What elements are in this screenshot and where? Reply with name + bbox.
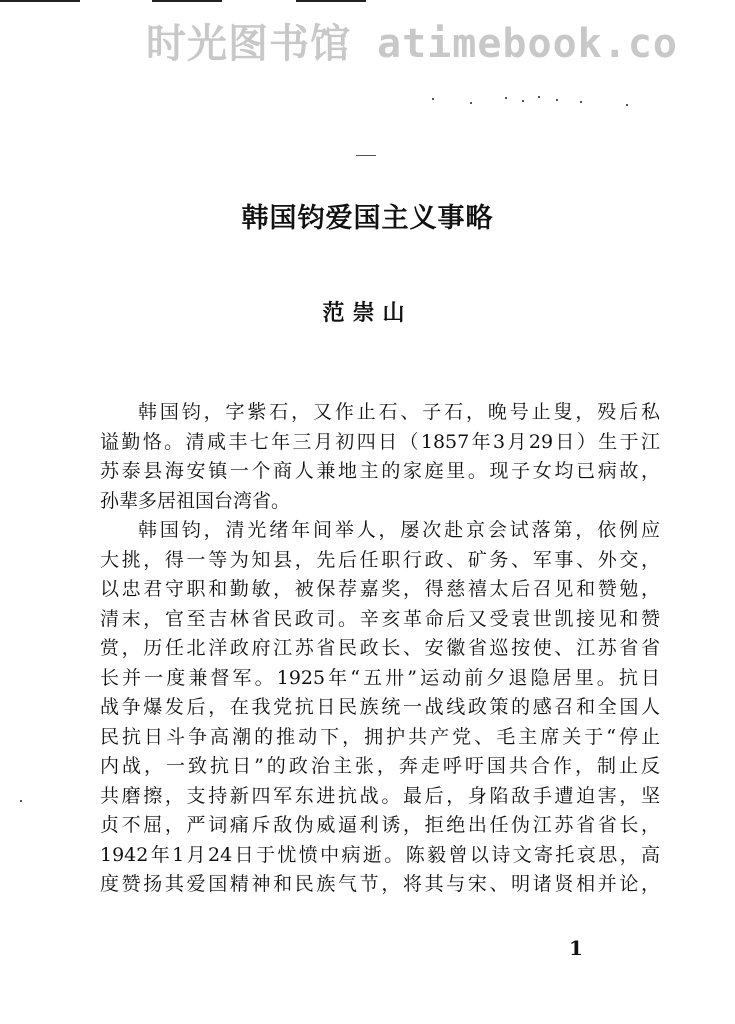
page-number: 1 xyxy=(569,936,583,960)
body-line: 孙辈多居祖国台湾省。 xyxy=(100,489,291,512)
watermark-latin: atimebook.co xyxy=(377,21,678,67)
body-line: 清末，官至吉林省民政司。辛亥革命后又受袁世凯接见和赞 xyxy=(100,607,660,630)
body-line: 以忠君守职和勤敏，被保荐嘉奖，得慈禧太后召见和赞勉， xyxy=(100,578,660,600)
body-line: 赏，历任北洋政府江苏省民政长、安徽省巡按使、江苏省省 xyxy=(100,637,660,659)
scan-speck xyxy=(20,800,22,802)
body-line: 苏泰县海安镇一个商人兼地主的家庭里。现子女均已病故， xyxy=(100,460,660,482)
scan-speck xyxy=(580,101,582,103)
scan-speck xyxy=(432,98,434,100)
author-name: 范崇山 xyxy=(322,300,413,326)
watermark-cn: 时光图书馆 xyxy=(146,21,351,67)
body-line: 民抗日斗争高潮的推动下，拥护共产党、毛主席关于“停止 xyxy=(100,725,660,748)
scan-speck xyxy=(538,96,540,98)
body-line: 1942年1月24日于忧愤中病逝。陈毅曾以诗文寄托哀思，高 xyxy=(100,843,660,866)
scan-rule-3 xyxy=(296,0,366,2)
body-line: 战争爆发后，在我党抗日民族统一战线政策的感召和全国人 xyxy=(100,696,660,718)
body-line: 韩国钧，字紫石，又作止石、子石，晚号止叟，殁后私 xyxy=(138,401,660,423)
scan-speck xyxy=(470,102,472,104)
body-line: 度赞扬其爱国精神和民族气节，将其与宋、明诸贤相并论， xyxy=(100,873,660,895)
body-line: 谥勤恪。清咸丰七年三月初四日（1857年3月29日）生于江 xyxy=(100,430,660,453)
article-body xyxy=(100,398,660,900)
scan-rule-1 xyxy=(0,0,80,2)
scan-speck xyxy=(522,100,524,102)
body-line: 长并一度兼督军。1925年“五卅”运动前夕退隐居里。抗日 xyxy=(100,666,660,689)
body-line: 大挑，得一等为知县，先后任职行政、矿务、军事、外交， xyxy=(100,548,660,571)
scan-mark xyxy=(356,155,376,156)
scan-speck xyxy=(505,97,507,99)
article-title: 韩国钧爱国主义事略 xyxy=(241,203,494,234)
body-line: 韩国钧，清光绪年间举人，屡次赴京会试落第，依例应 xyxy=(138,519,660,541)
scan-speck xyxy=(626,104,628,106)
body-line: 内战，一致抗日”的政治主张，奔走呼吁国共合作，制止反 xyxy=(100,755,660,777)
scan-speck xyxy=(556,99,558,101)
body-line: 贞不屈，严词痛斥敌伪威逼利诱，拒绝出任伪江苏省省长， xyxy=(100,814,660,836)
scan-rule-2 xyxy=(152,0,222,2)
watermark xyxy=(146,12,678,69)
body-line: 共磨擦，支持新四军东进抗战。最后，身陷敌手遭迫害，坚 xyxy=(100,784,660,807)
